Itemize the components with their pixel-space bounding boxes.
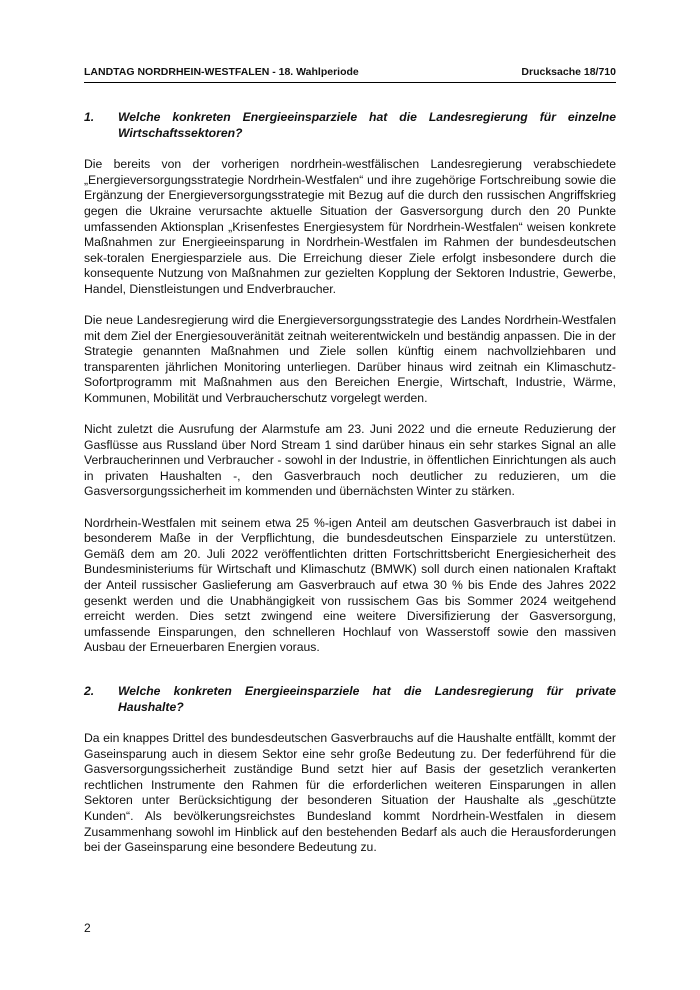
- answer-1-paragraph-4: Nordrhein-Westfalen mit seinem etwa 25 %-igen Anteil am deutschen Gasverbrauch ist dabei in besonderem Maße in der Verpflichtung, die bundesdeutschen Einsparziele zu unterstützen. Gemäß dem am 20. Juli 2022 veröffentlichten dritten Fortschrittsbericht Energiesicherheit des Bundesministeriums für Wirtschaft und Klimaschutz (BMWK) soll durch einen nationalen Kraftakt der Anteil russischer Gaslieferung am Gasverbrauch auf etwa 30 % bis Ende des Jahres 2022 gesenkt werden und die Unabhängigkeit von russischem Gas bis Sommer 2024 weitgehend erreicht werden. Dies setzt zwingend eine weitere Diversifizierung der Gasversorgung, umfassende Einsparungen, den schnelleren Hochlauf von Wasserstoff sowie den massiven Ausbau der Erneuerbaren Energien voraus.: [84, 515, 616, 655]
- answer-1-paragraph-3: Nicht zuletzt die Ausrufung der Alarmstufe am 23. Juni 2022 und die erneute Reduzierung der Gasflüsse aus Russland über Nord Stream 1 sind darüber hinaus ein sehr starkes Signal an alle Verbraucherinnen und Verbraucher - sowohl in der Industrie, in öffentlichen Einrichtungen als auch in privaten Haushalten -, den Gasverbrauch noch deutlicher zu reduzieren, um die Gasversorgungssicherheit im kommenden und übernächsten Winter zu stärken.: [84, 422, 616, 499]
- question-1-number: 1.: [84, 110, 95, 124]
- header-title: LANDTAG NORDRHEIN-WESTFALEN - 18. Wahlperiode: [84, 66, 359, 78]
- document-body: [84, 110, 616, 871]
- answer-1-paragraph-2: Die neue Landesregierung wird die Energieversorgungsstrategie des Landes Nordrhein-Westfalen mit dem Ziel der Energiesouveränität zeitnah weiterentwickeln und beständig anpassen. Die in der Strategie genannten Maßnahmen und Ziele sollen künftig einem nachvollziehbaren und transparenten jährlichen Monitoring unterliegen. Darüber hinaus wird zeitnah ein Klimaschutz-Sofortprogramm mit Maßnahmen aus den Bereichen Energie, Wirtschaft, Industrie, Wärme, Kommunen, Mobilität und Verbraucherschutz vorgelegt werden.: [84, 313, 616, 405]
- answer-2-paragraph-1: Da ein knappes Drittel des bundesdeutschen Gasverbrauchs auf die Haushalte entfällt, kommt der Gaseinsparung auch in diesem Sektor eine sehr große Bedeutung zu. Der federführend für die Gasversorgungssicherheit zuständige Bund setzt hier auf Basis der gesetzlich verankerten rechtlichen Instrumente den Rahmen für die erforderlichen weiteren Einsparungen in allen Sektoren unter Berücksichtigung der besonderen Situation der Haushalte als „geschützte Kunden“. Als bevölkerungsreichstes Bundesland kommt Nordrhein-Westfalen in diesem Zusammenhang sowohl im Hinblick auf den bestehenden Bedarf als auch die Herausforderungen bei der Gaseinsparung eine besondere Bedeutung zu.: [84, 731, 616, 855]
- question-2-number: 2.: [84, 683, 95, 698]
- question-2-text: Welche konkreten Energieeinsparziele hat die Landesregierung für private Haushalte?: [118, 683, 616, 714]
- question-1-text: Welche konkreten Energieeinsparziele hat die Landesregierung für einzelne Wirtschaftssektoren?: [118, 110, 616, 140]
- document-number: Drucksache 18/710: [521, 66, 616, 78]
- page-number: 2: [84, 921, 91, 935]
- question-1: [84, 110, 616, 141]
- question-2: [84, 684, 616, 715]
- answer-1-paragraph-1: Die bereits von der vorherigen nordrhein-westfälischen Landesregierung verabschiedete „Energieversorgungsstrategie Nordrhein-Westfalen“ und ihre zugehörige Fortschreibung sowie die Ergänzung der Energieversorgungsstrategie mit Bezug auf die durch den russischen Angriffskrieg gegen die Ukraine verursachte aktuelle Situation der Gasversorgung durch den 20 Punkte umfassenden Aktionsplan „Krisenfestes Energiesystem für Nordrhein-Westfalen“ weisen konkrete Maßnahmen zur Energieeinsparung in Nordrhein-Westfalen im Rahmen der bundesdeutschen sek-toralen Energiesparziele aus. Die Erreichung dieser Ziele erfolgt insbesondere durch die konsequente Nutzung von Maßnahmen zur gezielten Kopplung der Sektoren Industrie, Gewerbe, Handel, Dienstleistungen und Endverbraucher.: [84, 157, 616, 296]
- page-header: [84, 66, 616, 83]
